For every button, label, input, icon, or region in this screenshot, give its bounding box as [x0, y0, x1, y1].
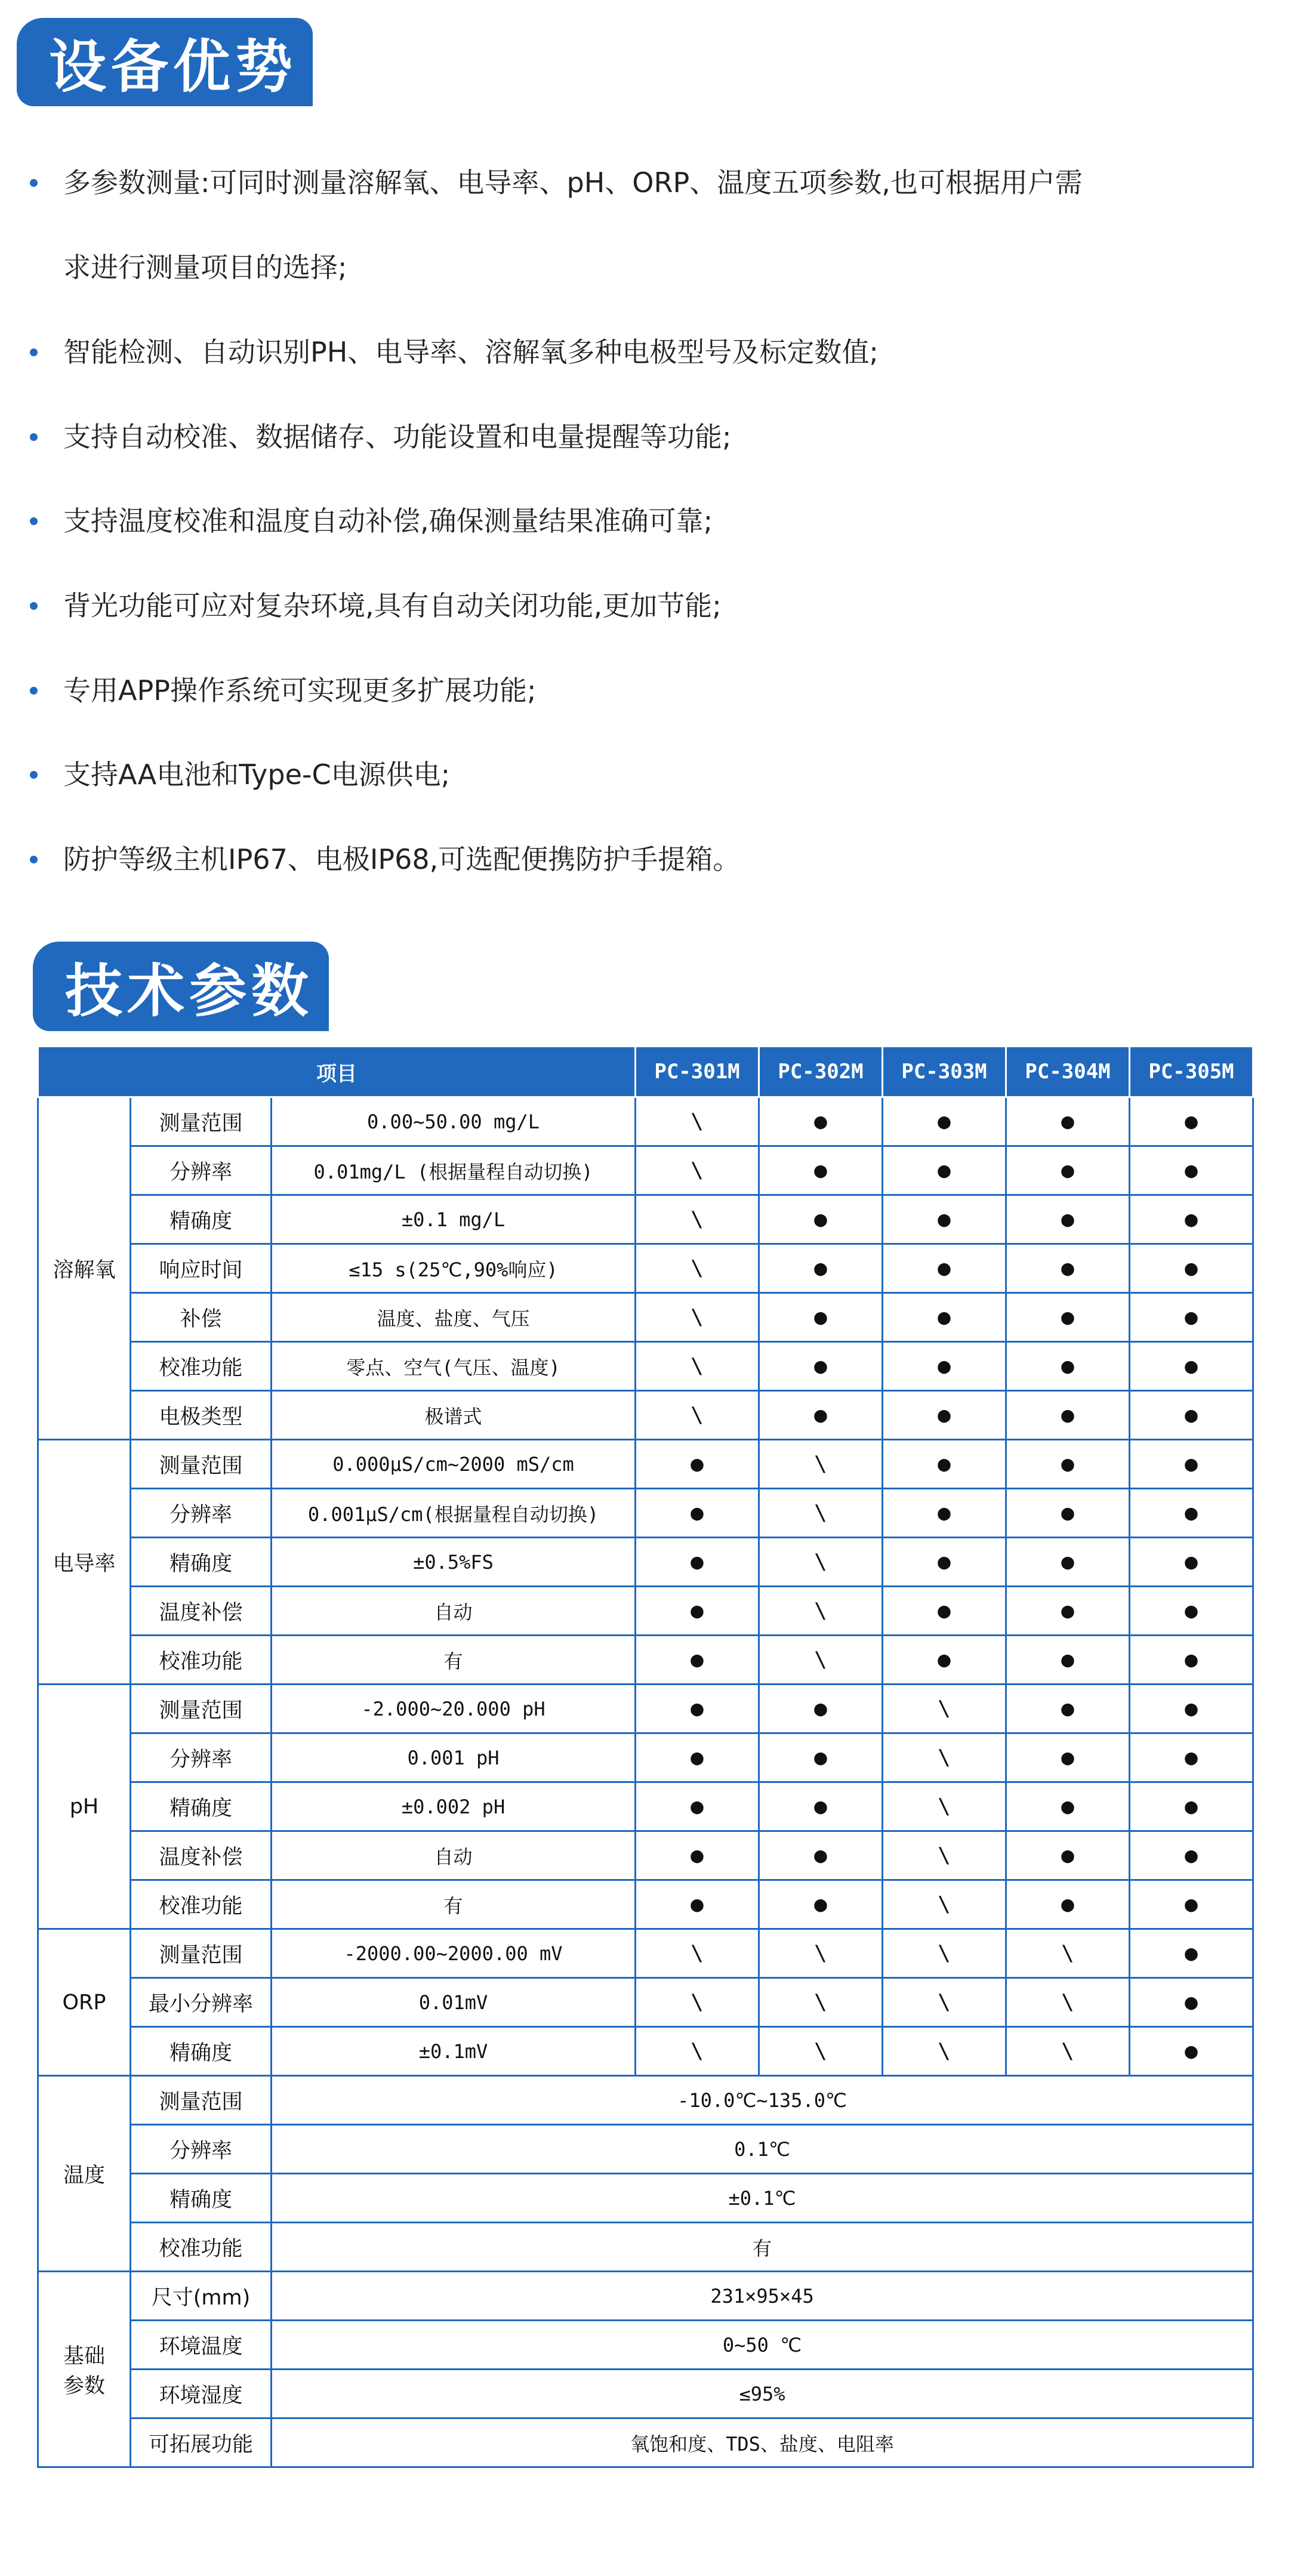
support-mark: \ — [883, 1685, 1006, 1733]
header-model: PC-305M — [1130, 1047, 1253, 1097]
support-mark: ● — [1006, 1587, 1130, 1636]
spec-value: ±0.1mV — [272, 2027, 636, 2076]
support-mark: ● — [1130, 1342, 1253, 1391]
spec-value: 0.1℃ — [272, 2125, 1253, 2174]
param-name: 测量范围 — [131, 1929, 272, 1978]
param-name: 温度补偿 — [131, 1831, 272, 1880]
section-title-specs — [33, 942, 329, 1031]
support-mark: ● — [759, 1782, 883, 1831]
support-mark: ● — [1130, 1929, 1253, 1978]
support-mark: ● — [883, 1244, 1006, 1293]
spec-value: -2000.00~2000.00 mV — [272, 1929, 636, 1978]
param-name: 校准功能 — [131, 1880, 272, 1929]
header-item: 项目 — [38, 1047, 636, 1097]
support-mark: ● — [759, 1293, 883, 1342]
param-name: 最小分辨率 — [131, 1978, 272, 2027]
param-name: 精确度 — [131, 1195, 272, 1244]
support-mark: ● — [1130, 1440, 1253, 1489]
support-mark: ● — [1130, 1782, 1253, 1831]
param-name: 分辨率 — [131, 1146, 272, 1195]
support-mark: ● — [1130, 2027, 1253, 2076]
param-name: 测量范围 — [131, 1440, 272, 1489]
bullet-icon — [30, 687, 38, 695]
advantages-title-text: 设备优势 — [49, 33, 297, 100]
header-model: PC-303M — [883, 1047, 1006, 1097]
support-mark: ● — [1006, 1831, 1130, 1880]
table-row — [38, 2370, 1253, 2418]
table-row — [38, 1244, 1253, 1293]
group-label: 电导率 — [38, 1440, 131, 1685]
feature-text: 支持自动校准、数据储存、功能设置和电量提醒等功能; — [63, 421, 732, 453]
support-mark: \ — [636, 1097, 759, 1146]
support-mark: ● — [1130, 1685, 1253, 1733]
bullet-icon — [30, 179, 38, 187]
support-mark: \ — [883, 1880, 1006, 1929]
support-mark: ● — [636, 1685, 759, 1733]
param-name: 校准功能 — [131, 1636, 272, 1685]
param-name: 补偿 — [131, 1293, 272, 1342]
spec-value: 温度、盐度、气压 — [272, 1293, 636, 1342]
support-mark: ● — [883, 1195, 1006, 1244]
group-label-line: 基础 — [63, 2344, 105, 2368]
support-mark: ● — [1130, 1831, 1253, 1880]
bullet-icon — [30, 602, 38, 610]
table-row — [38, 1831, 1253, 1880]
bullet-icon — [30, 517, 38, 525]
support-mark: \ — [636, 1195, 759, 1244]
param-name: 校准功能 — [131, 1342, 272, 1391]
support-mark: ● — [1130, 1489, 1253, 1538]
support-mark: \ — [883, 2027, 1006, 2076]
support-mark: ● — [1006, 1146, 1130, 1195]
table-row — [38, 2223, 1253, 2272]
param-name: 测量范围 — [131, 1097, 272, 1146]
feature-text: 智能检测、自动识别PH、电导率、溶解氧多种电极型号及标定数值; — [63, 336, 879, 368]
table-row — [38, 1929, 1253, 1978]
spec-value: 极谱式 — [272, 1391, 636, 1440]
spec-value: 有 — [272, 2223, 1253, 2272]
table-row — [38, 2027, 1253, 2076]
table-row — [38, 1146, 1253, 1195]
feature-text: 防护等级主机IP67、电极IP68,可选配便携防护手提箱。 — [63, 843, 741, 875]
support-mark: ● — [883, 1489, 1006, 1538]
spec-value: 自动 — [272, 1831, 636, 1880]
table-row — [38, 1782, 1253, 1831]
param-name: 精确度 — [131, 1538, 272, 1587]
spec-value: 0.001μS/cm(根据量程自动切换) — [272, 1489, 636, 1538]
param-name: 环境湿度 — [131, 2370, 272, 2418]
table-row — [38, 2125, 1253, 2174]
support-mark: \ — [759, 1538, 883, 1587]
support-mark: ● — [883, 1097, 1006, 1146]
table-row — [38, 1538, 1253, 1587]
spec-value: 有 — [272, 1880, 636, 1929]
support-mark: ● — [883, 1587, 1006, 1636]
table-row — [38, 2174, 1253, 2223]
specs-title-text: 技术参数 — [65, 957, 313, 1025]
support-mark: ● — [1006, 1538, 1130, 1587]
support-mark: ● — [1130, 1587, 1253, 1636]
header-model: PC-301M — [636, 1047, 759, 1097]
support-mark: ● — [636, 1782, 759, 1831]
support-mark: ● — [1130, 1293, 1253, 1342]
support-mark: ● — [636, 1489, 759, 1538]
support-mark: ● — [1006, 1097, 1130, 1146]
support-mark: ● — [883, 1342, 1006, 1391]
spec-value: 0.00~50.00 mg/L — [272, 1097, 636, 1146]
support-mark: ● — [1130, 1244, 1253, 1293]
spec-value: -10.0℃~135.0℃ — [272, 2076, 1253, 2125]
support-mark: ● — [1130, 1636, 1253, 1685]
param-name: 精确度 — [131, 2174, 272, 2223]
table-row — [38, 1587, 1253, 1636]
spec-value: 0~50 ℃ — [272, 2321, 1253, 2370]
support-mark: ● — [1130, 1880, 1253, 1929]
support-mark: \ — [883, 1782, 1006, 1831]
param-name: 校准功能 — [131, 2223, 272, 2272]
support-mark: ● — [1006, 1244, 1130, 1293]
spec-value: 自动 — [272, 1587, 636, 1636]
param-name: 温度补偿 — [131, 1587, 272, 1636]
support-mark: ● — [759, 1097, 883, 1146]
support-mark: ● — [759, 1195, 883, 1244]
feature-text: 支持温度校准和温度自动补偿,确保测量结果准确可靠; — [63, 505, 713, 537]
spec-value: ≤95% — [272, 2370, 1253, 2418]
spec-value: 氧饱和度、TDS、盐度、电阻率 — [272, 2418, 1253, 2467]
support-mark: \ — [883, 1733, 1006, 1782]
support-mark: \ — [636, 1244, 759, 1293]
feature-text: 背光功能可应对复杂环境,具有自动关闭功能,更加节能; — [63, 590, 722, 622]
support-mark: ● — [759, 1146, 883, 1195]
support-mark: ● — [759, 1831, 883, 1880]
support-mark: ● — [759, 1244, 883, 1293]
support-mark: ● — [1130, 1391, 1253, 1440]
support-mark: ● — [1006, 1489, 1130, 1538]
support-mark: ● — [759, 1880, 883, 1929]
support-mark: ● — [636, 1880, 759, 1929]
table-row — [38, 2321, 1253, 2370]
support-mark: ● — [1006, 1195, 1130, 1244]
param-name: 可拓展功能 — [131, 2418, 272, 2467]
bullet-icon — [30, 771, 38, 779]
support-mark: ● — [1130, 1195, 1253, 1244]
support-mark: \ — [1006, 2027, 1130, 2076]
support-mark: ● — [1006, 1880, 1130, 1929]
support-mark: ● — [1006, 1440, 1130, 1489]
param-name: 环境温度 — [131, 2321, 272, 2370]
support-mark: ● — [883, 1538, 1006, 1587]
table-row — [38, 2076, 1253, 2125]
support-mark: \ — [883, 1978, 1006, 2027]
bullet-icon — [30, 856, 38, 863]
support-mark: \ — [883, 1831, 1006, 1880]
group-label-line: 参数 — [63, 2374, 105, 2398]
support-mark: ● — [636, 1636, 759, 1685]
table-header-row — [38, 1047, 1253, 1097]
table-row — [38, 1978, 1253, 2027]
spec-value: 0.000μS/cm~2000 mS/cm — [272, 1440, 636, 1489]
support-mark: \ — [759, 1440, 883, 1489]
spec-value: ±0.1 mg/L — [272, 1195, 636, 1244]
support-mark: \ — [1006, 1978, 1130, 2027]
feature-continuation: 求进行测量项目的选择; — [63, 251, 347, 283]
support-mark: ● — [883, 1146, 1006, 1195]
group-label — [38, 2272, 131, 2467]
header-model: PC-304M — [1006, 1047, 1130, 1097]
spec-value: ±0.1℃ — [272, 2174, 1253, 2223]
spec-value: ±0.5%FS — [272, 1538, 636, 1587]
table-row — [38, 1880, 1253, 1929]
support-mark: ● — [1006, 1733, 1130, 1782]
support-mark: ● — [636, 1538, 759, 1587]
spec-value: 有 — [272, 1636, 636, 1685]
section-title-advantages — [17, 18, 313, 106]
header-model: PC-302M — [759, 1047, 883, 1097]
support-mark: \ — [759, 1489, 883, 1538]
param-name: 尺寸(mm) — [131, 2272, 272, 2321]
support-mark: \ — [636, 1391, 759, 1440]
param-name: 精确度 — [131, 1782, 272, 1831]
support-mark: ● — [883, 1636, 1006, 1685]
param-name: 精确度 — [131, 2027, 272, 2076]
support-mark: ● — [1006, 1342, 1130, 1391]
support-mark: ● — [1006, 1391, 1130, 1440]
support-mark: ● — [759, 1733, 883, 1782]
table-row — [38, 2272, 1253, 2321]
support-mark: ● — [1006, 1293, 1130, 1342]
support-mark: ● — [1130, 1538, 1253, 1587]
spec-value: 零点、空气(气压、温度) — [272, 1342, 636, 1391]
support-mark: ● — [1130, 1146, 1253, 1195]
support-mark: \ — [759, 1636, 883, 1685]
support-mark: \ — [636, 1929, 759, 1978]
support-mark: ● — [636, 1440, 759, 1489]
table-row — [38, 1489, 1253, 1538]
table-row — [38, 1097, 1253, 1146]
support-mark: \ — [636, 1293, 759, 1342]
spec-value: ≤15 s(25℃,90%响应) — [272, 1244, 636, 1293]
bullet-icon — [30, 433, 38, 441]
bullet-icon — [30, 348, 38, 356]
support-mark: \ — [883, 1929, 1006, 1978]
support-mark: \ — [1006, 1929, 1130, 1978]
param-name: 测量范围 — [131, 2076, 272, 2125]
table-row — [38, 1195, 1253, 1244]
group-label: pH — [38, 1685, 131, 1929]
group-label: ORP — [38, 1929, 131, 2076]
table-row — [38, 2418, 1253, 2467]
support-mark: ● — [636, 1587, 759, 1636]
table-row — [38, 1733, 1253, 1782]
table-row — [38, 1391, 1253, 1440]
spec-value: ±0.002 pH — [272, 1782, 636, 1831]
support-mark: ● — [636, 1733, 759, 1782]
param-name: 电极类型 — [131, 1391, 272, 1440]
support-mark: ● — [1130, 1978, 1253, 2027]
support-mark: ● — [1130, 1733, 1253, 1782]
support-mark: ● — [636, 1831, 759, 1880]
support-mark: \ — [636, 1342, 759, 1391]
spec-table — [37, 1045, 1254, 2468]
support-mark: ● — [759, 1342, 883, 1391]
support-mark: \ — [759, 1587, 883, 1636]
support-mark: ● — [1006, 1636, 1130, 1685]
spec-value: 0.01mg/L (根据量程自动切换) — [272, 1146, 636, 1195]
spec-value: 0.01mV — [272, 1978, 636, 2027]
spec-value: 0.001 pH — [272, 1733, 636, 1782]
param-name: 分辨率 — [131, 1489, 272, 1538]
support-mark: ● — [883, 1293, 1006, 1342]
support-mark: ● — [759, 1391, 883, 1440]
support-mark: \ — [759, 2027, 883, 2076]
support-mark: \ — [759, 1929, 883, 1978]
table-row — [38, 1440, 1253, 1489]
spec-value: -2.000~20.000 pH — [272, 1685, 636, 1733]
support-mark: ● — [1006, 1685, 1130, 1733]
table-row — [38, 1293, 1253, 1342]
support-mark: ● — [883, 1440, 1006, 1489]
param-name: 分辨率 — [131, 1733, 272, 1782]
table-row — [38, 1342, 1253, 1391]
support-mark: \ — [759, 1978, 883, 2027]
spec-value: 231×95×45 — [272, 2272, 1253, 2321]
support-mark: ● — [1130, 1097, 1253, 1146]
support-mark: ● — [1006, 1782, 1130, 1831]
feature-text: 支持AA电池和Type-C电源供电; — [63, 758, 451, 791]
support-mark: ● — [759, 1685, 883, 1733]
table-row — [38, 1636, 1253, 1685]
support-mark: \ — [636, 1978, 759, 2027]
group-label: 溶解氧 — [38, 1097, 131, 1440]
param-name: 响应时间 — [131, 1244, 272, 1293]
support-mark: \ — [636, 1146, 759, 1195]
support-mark: \ — [636, 2027, 759, 2076]
param-name: 分辨率 — [131, 2125, 272, 2174]
table-row — [38, 1685, 1253, 1733]
feature-text: 多参数测量:可同时测量溶解氧、电导率、pH、ORP、温度五项参数,也可根据用户需 — [63, 166, 1083, 199]
param-name: 测量范围 — [131, 1685, 272, 1733]
support-mark: ● — [883, 1391, 1006, 1440]
feature-text: 专用APP操作系统可实现更多扩展功能; — [63, 674, 537, 707]
group-label: 温度 — [38, 2076, 131, 2272]
